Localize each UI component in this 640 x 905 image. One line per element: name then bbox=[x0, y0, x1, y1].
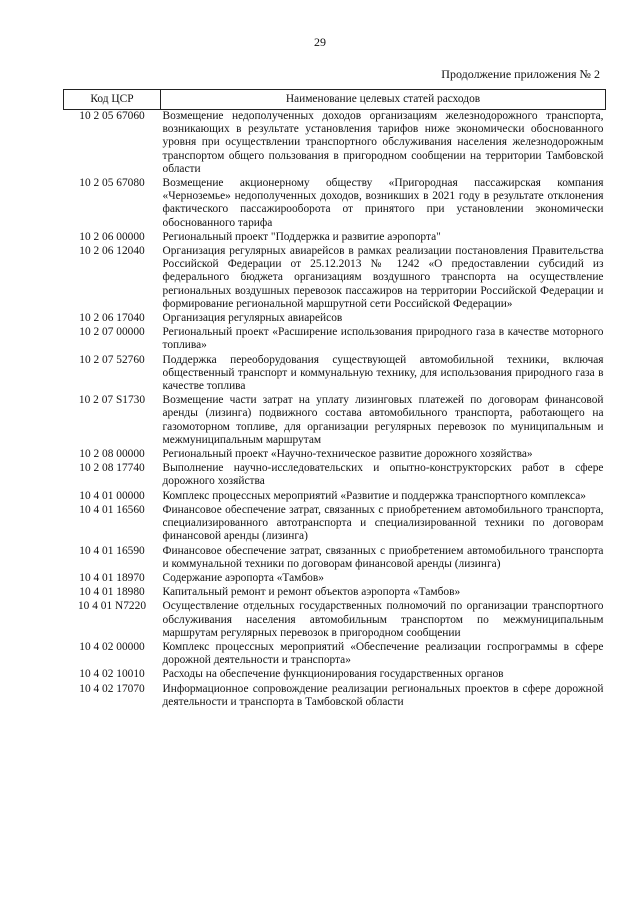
table-row bbox=[64, 572, 606, 586]
row-code: 10 4 01 18970 bbox=[79, 571, 145, 584]
table-row bbox=[64, 683, 606, 710]
table-row bbox=[64, 354, 606, 395]
row-code: 10 2 06 12040 bbox=[79, 245, 145, 258]
row-code: 10 2 06 17040 bbox=[79, 312, 145, 325]
table-row bbox=[64, 641, 606, 668]
row-code: 10 2 06 00000 bbox=[79, 230, 145, 243]
table-row bbox=[64, 448, 606, 462]
row-code: 10 4 01 N7220 bbox=[77, 600, 147, 613]
row-name: Капитальный ремонт и ремонт объектов аэропорта «Тамбов» bbox=[162, 586, 461, 599]
row-code: 10 4 02 10010 bbox=[79, 668, 145, 681]
row-code: 10 2 07 00000 bbox=[79, 326, 145, 339]
row-name: Региональный проект «Расширение использования природного газа в качестве моторного топлива» bbox=[162, 326, 604, 352]
row-name: Региональный проект «Научно-техническое развитие дорожного хозяйства» bbox=[162, 448, 533, 461]
header-code: Код ЦСР bbox=[64, 90, 161, 110]
table-row bbox=[64, 504, 606, 545]
row-name: Поддержка переоборудования существующей автомобильной техники, включая общественный транспорт и коммунальную технику, для использования природного газа в качестве топлива bbox=[162, 353, 604, 393]
row-code: 10 4 01 16590 bbox=[79, 544, 145, 557]
table-row bbox=[64, 394, 606, 448]
row-name: Расходы на обеспечение функционирования государственных органов bbox=[162, 668, 504, 681]
row-code: 10 4 01 18980 bbox=[79, 586, 145, 599]
table-row bbox=[64, 668, 606, 682]
row-code: 10 2 08 00000 bbox=[79, 448, 145, 461]
header-name: Наименование целевых статей расходов bbox=[161, 90, 606, 110]
table-row bbox=[64, 545, 606, 572]
row-code: 10 4 02 17070 bbox=[79, 682, 145, 695]
row-name: Региональный проект "Поддержка и развитие аэропорта" bbox=[162, 230, 441, 243]
appendix-continuation-label: Продолжение приложения № 2 bbox=[441, 67, 600, 81]
table-body bbox=[64, 110, 606, 710]
table-header-row bbox=[64, 90, 606, 110]
row-name: Выполнение научно-исследовательских и опытно-конструкторских работ в сфере дорожного хозяйства bbox=[162, 462, 604, 488]
page-number: 29 bbox=[314, 35, 326, 49]
row-name: Возмещение части затрат на уплату лизинговых платежей по договорам финансовой аренды (лизинга) подвижного состава автомобильного транспорта, работающего на газомоторном топливе, для организации регулярных перевозок по муниципальным и межмуниципальным маршрутам bbox=[162, 394, 604, 446]
row-code: 10 4 01 00000 bbox=[79, 489, 145, 502]
row-code: 10 2 07 52760 bbox=[79, 353, 145, 366]
row-name: Финансовое обеспечение затрат, связанных с приобретением автомобильного транспорта и коммунальной техники по договорам финансовой аренды (лизинга) bbox=[162, 544, 604, 570]
row-code: 10 2 05 67080 bbox=[79, 177, 145, 190]
table-row bbox=[64, 110, 606, 178]
table-row bbox=[64, 462, 606, 489]
row-name: Информационное сопровождение реализации региональных проектов в сфере дорожной деятельности и транспорта в Тамбовской области bbox=[162, 682, 604, 708]
row-code: 10 4 01 16560 bbox=[79, 503, 145, 516]
table-row bbox=[64, 312, 606, 326]
expense-items-table bbox=[63, 89, 606, 710]
table-row bbox=[64, 490, 606, 504]
row-name: Возмещение акционерному обществу «Пригородная пассажирская компания «Черноземье» недополученных доходов, возникших в 2021 году в результате отклонения фактического пассажирооборота от принятого при установлении экономически обоснованного тарифа bbox=[162, 177, 604, 229]
row-name: Комплекс процессных мероприятий «Обеспечение реализации госпрограммы в сфере дорожной деятельности и транспорта» bbox=[162, 640, 604, 667]
row-name: Организация регулярных авиарейсов в рамках реализации постановления Правительства Российской Федерации от 25.12.2013 № 1242 «О предоставлении субсидий из федерального бюджета организациям воздушного транспорта на осуществление региональных воздушных перевозок пассажиров на территории Российской Федерации и формирование региональной маршрутной сети Российской Федерации» bbox=[162, 245, 604, 310]
table-row bbox=[64, 231, 606, 245]
table-row bbox=[64, 177, 606, 231]
row-name: Комплекс процессных мероприятий «Развитие и поддержка транспортного комплекса» bbox=[162, 489, 586, 502]
table-row bbox=[64, 600, 606, 641]
table-row bbox=[64, 245, 606, 312]
row-code: 10 4 02 00000 bbox=[79, 640, 145, 653]
row-name: Возмещение недополученных доходов организациям железнодорожного транспорта, возникающих в результате установления тарифов ниже экономически обоснованного уровня при осуществлении транспортного обслуживания населения железнодорожным транспортом общего пользования в пригородном сообщении на территории Тамбовской области bbox=[162, 110, 604, 175]
table-row bbox=[64, 326, 606, 353]
row-name: Осуществление отдельных государственных полномочий по организации транспортного обслуживания населения автомобильным транспортом по межмуниципальным маршрутам регулярных перевозок в пригородном сообщении bbox=[162, 600, 604, 639]
row-name: Содержание аэропорта «Тамбов» bbox=[162, 571, 324, 584]
row-name: Финансовое обеспечение затрат, связанных с приобретением автомобильного транспорта, специализированного автотранспорта и специализированной техники по договорам финансовой аренды (лизинга) bbox=[162, 503, 604, 543]
row-code: 10 2 08 17740 bbox=[79, 462, 145, 475]
table-row bbox=[64, 586, 606, 600]
row-name: Организация регулярных авиарейсов bbox=[162, 312, 343, 325]
row-code: 10 2 05 67060 bbox=[79, 110, 145, 122]
row-code: 10 2 07 S1730 bbox=[78, 394, 146, 407]
